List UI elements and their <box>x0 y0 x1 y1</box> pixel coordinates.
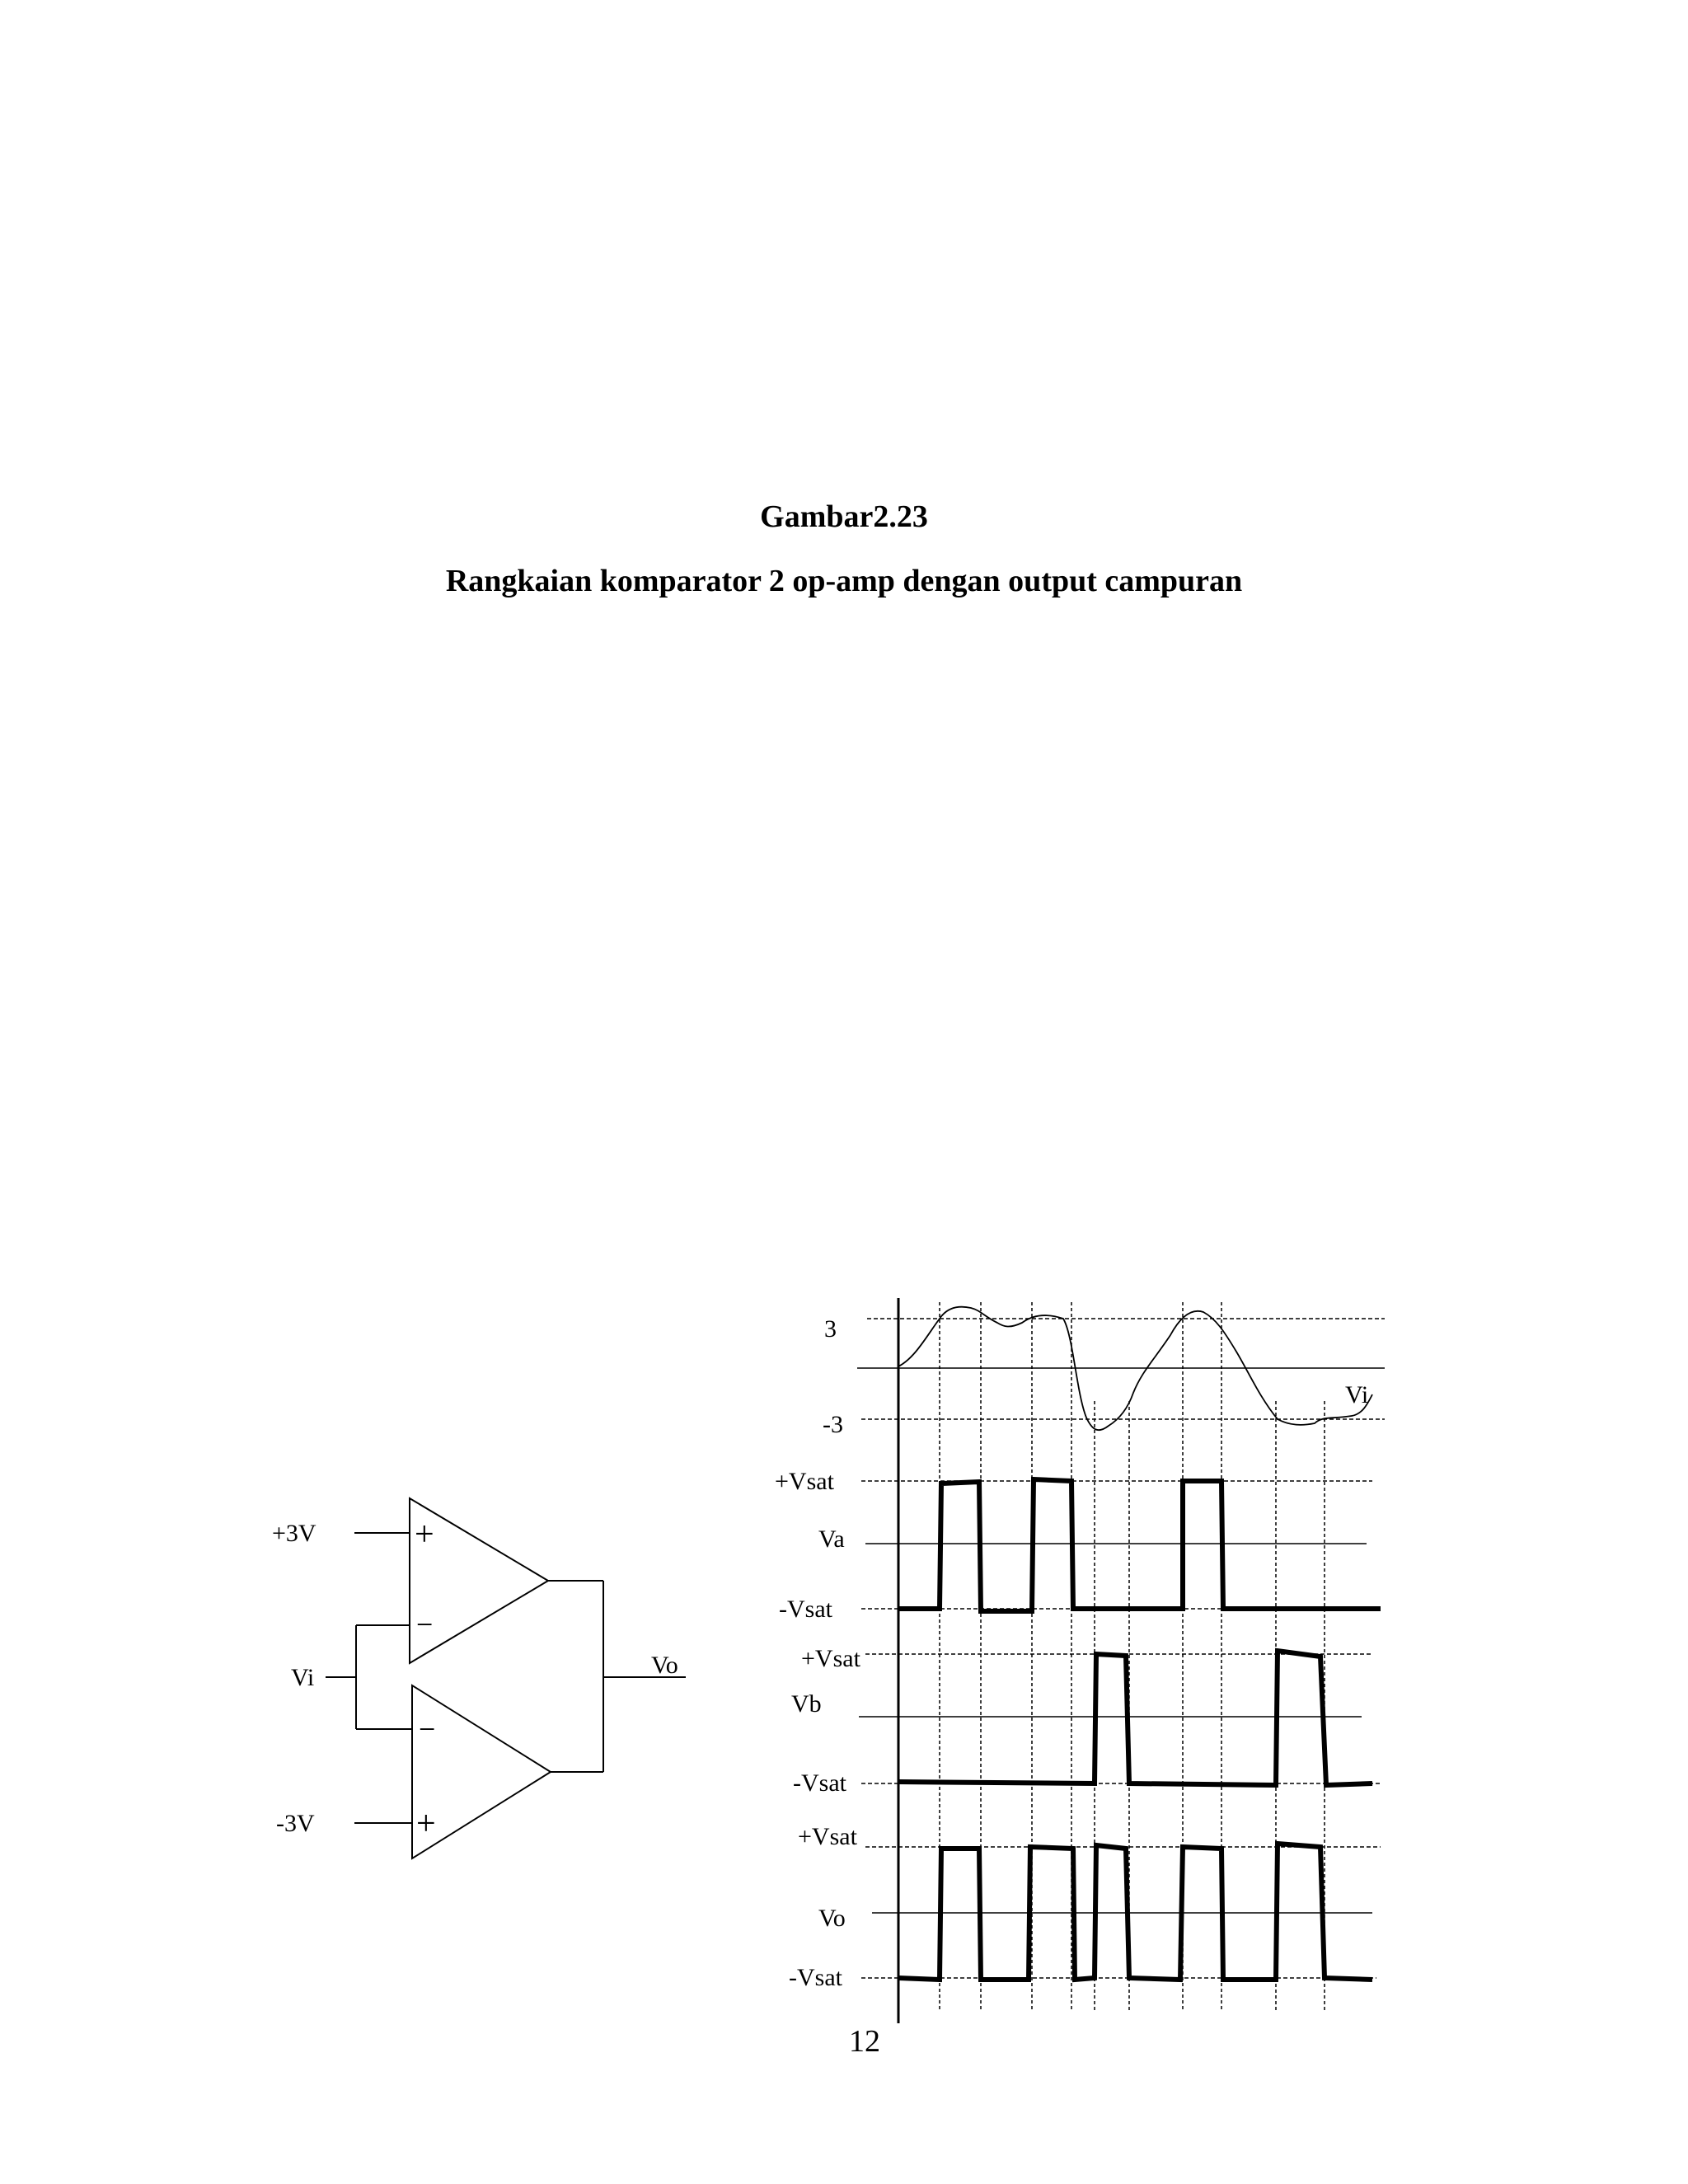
plus3v-label: +3V <box>272 1520 316 1547</box>
vo-label: Vo <box>651 1652 678 1679</box>
vo-low-label: -Vsat <box>789 1964 842 1991</box>
vb-low-label: -Vsat <box>793 1769 846 1797</box>
vi-upper-label: 3 <box>824 1315 837 1343</box>
vo-waveform <box>898 1844 1372 1980</box>
va-name-label: Va <box>818 1526 845 1553</box>
vi-lower-label: -3 <box>823 1411 843 1438</box>
vb-high-label: +Vsat <box>801 1645 860 1672</box>
comparator-circuit <box>326 1498 686 1858</box>
lower-minus-sign: − <box>419 1713 436 1746</box>
reference-lines <box>857 1319 1385 1978</box>
va-low-label: -Vsat <box>779 1596 832 1623</box>
vo-high-label: +Vsat <box>798 1823 857 1850</box>
figure-subtitle: Rangkaian komparator 2 op-amp dengan output campuran <box>445 564 1243 598</box>
transition-gridlines <box>940 1302 1325 2011</box>
vi-curve-label: Vi <box>1345 1381 1369 1408</box>
minus3v-label: -3V <box>276 1810 315 1837</box>
upper-plus-sign: + <box>415 1516 434 1554</box>
va-high-label: +Vsat <box>775 1468 834 1495</box>
waveform-diagram <box>775 1298 1385 2023</box>
vi-label: Vi <box>291 1664 315 1691</box>
figure-title: Gambar2.23 <box>760 499 928 534</box>
vb-waveform <box>898 1651 1372 1785</box>
vb-name-label: Vb <box>791 1690 822 1718</box>
page-number: 12 <box>849 2024 880 2059</box>
lower-plus-sign: + <box>416 1805 436 1843</box>
circuit-labels <box>272 1516 678 1843</box>
upper-minus-sign: − <box>416 1608 434 1641</box>
va-waveform <box>898 1479 1381 1611</box>
vo-name-label: Vo <box>818 1905 846 1932</box>
